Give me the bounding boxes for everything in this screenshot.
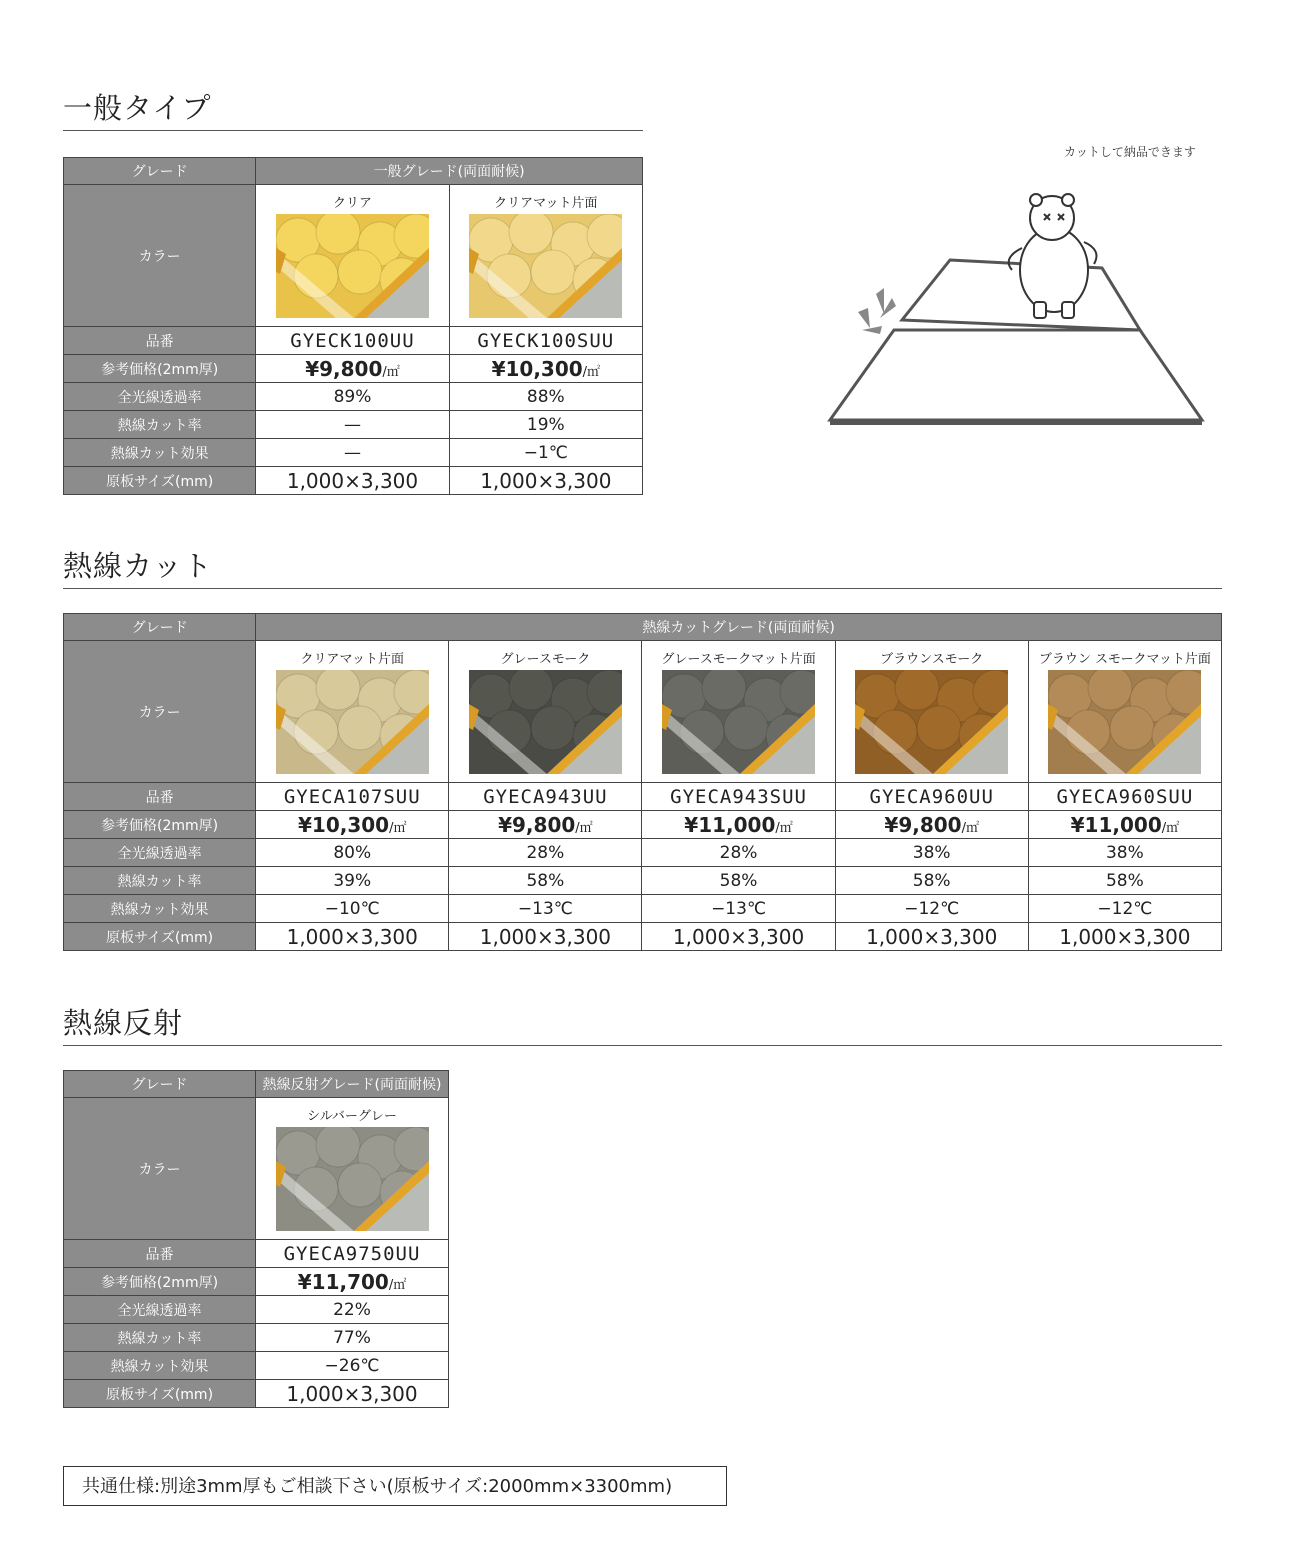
color-swatch [276,670,429,774]
heat-cell: 77% [256,1324,449,1352]
label-size: 原板サイズ(mm) [64,1380,256,1408]
burst-icon [858,288,896,334]
price-value: ¥11,700 [297,1269,389,1294]
label-size: 原板サイズ(mm) [64,467,256,495]
common-spec-note: 共通仕様:別途3mm厚もご相談下さい(原板サイズ:2000mm×3300mm) [63,1466,727,1506]
label-heat: 熱線カット率 [64,411,256,439]
color-name: グレースモークマット片面 [661,651,816,667]
color-name: クリアマット片面 [300,651,404,667]
price-value: ¥11,000 [684,812,776,837]
spec-table-reflect [63,1070,449,1408]
price-value: ¥9,800 [305,356,383,381]
size-cell: 1,000×3,300 [256,467,449,495]
label-price: 参考価格(2mm厚) [64,355,256,383]
trans-cell: 22% [256,1296,449,1324]
label-size: 原板サイズ(mm) [64,923,256,951]
label-heat: 熱線カット率 [64,867,256,895]
trans-cell: 28% [449,839,642,867]
label-heat: 熱線カット率 [64,1324,256,1352]
label-grade: グレード [64,158,256,185]
heat-cell: 58% [642,867,835,895]
price-unit: /㎡ [961,820,979,836]
effect-cell: −1℃ [449,439,642,467]
grade-header: 熱線カットグレード(両面耐候) [256,614,1222,641]
color-swatch [276,1127,429,1231]
size-cell: 1,000×3,300 [1028,923,1221,951]
effect-cell: −12℃ [835,895,1028,923]
label-color: カラー [64,185,256,327]
illustration-caption: カットして納品できます [1064,145,1196,159]
label-price: 参考価格(2mm厚) [64,811,256,839]
label-trans: 全光線透過率 [64,1296,256,1324]
effect-cell: −26℃ [256,1352,449,1380]
label-effect: 熱線カット効果 [64,439,256,467]
price-cell [449,355,642,383]
price-value: ¥9,800 [884,812,962,837]
section-title-general: 一般タイプ [63,90,643,131]
price-unit: /㎡ [775,820,793,836]
color-name: クリアマット片面 [494,195,598,211]
code-cell: GYECA960SUU [1028,783,1221,811]
trans-cell: 28% [642,839,835,867]
color-swatch [469,214,622,318]
section-title-heatcut: 熱線カット [63,548,1222,589]
label-grade: グレード [64,614,256,641]
price-cell [256,1268,449,1296]
label-color: カラー [64,641,256,783]
color-cell [835,641,1028,783]
color-name: クリア [332,195,372,211]
label-trans: 全光線透過率 [64,383,256,411]
price-cell [449,811,642,839]
trans-cell: 38% [835,839,1028,867]
price-unit: /㎡ [389,820,407,836]
heat-cell: 19% [449,411,642,439]
color-cell [256,185,449,327]
price-unit: /㎡ [575,820,593,836]
effect-cell: — [256,439,449,467]
size-cell: 1,000×3,300 [642,923,835,951]
cut-panel-illustration [822,130,1222,440]
effect-cell: −13℃ [449,895,642,923]
effect-cell: −10℃ [256,895,449,923]
price-cell [835,811,1028,839]
color-cell [449,641,642,783]
label-color: カラー [64,1098,256,1240]
color-swatch [1048,670,1201,774]
label-grade: グレード [64,1071,256,1098]
color-cell [256,1098,449,1240]
price-unit: /㎡ [382,364,400,380]
label-trans: 全光線透過率 [64,839,256,867]
trans-cell: 80% [256,839,449,867]
code-cell: GYECA943SUU [642,783,835,811]
color-name: ブラウンスモーク [880,651,984,667]
size-cell: 1,000×3,300 [449,923,642,951]
price-unit: /㎡ [1161,820,1180,836]
effect-cell: −13℃ [642,895,835,923]
heat-cell: — [256,411,449,439]
price-unit: /㎡ [388,1277,407,1293]
grade-header: 熱線反射グレード(両面耐候) [256,1071,449,1098]
label-price: 参考価格(2mm厚) [64,1268,256,1296]
price-cell [256,355,449,383]
code-cell: GYECK100SUU [449,327,642,355]
effect-cell: −12℃ [1028,895,1221,923]
price-value: ¥11,000 [1070,812,1162,837]
price-value: ¥10,300 [297,812,390,837]
price-cell [256,811,449,839]
code-cell: GYECK100UU [256,327,449,355]
heat-cell: 58% [835,867,1028,895]
label-effect: 熱線カット効果 [64,1352,256,1380]
grade-header: 一般グレード(両面耐候) [256,158,643,185]
label-code: 品番 [64,783,256,811]
color-name: ブラウン スモークマット片面 [1038,651,1211,667]
label-code: 品番 [64,1240,256,1268]
color-swatch [662,670,815,774]
spec-table-heatcut [63,613,1222,951]
code-cell: GYECA943UU [449,783,642,811]
heat-cell: 58% [1028,867,1221,895]
trans-cell: 38% [1028,839,1221,867]
label-effect: 熱線カット効果 [64,895,256,923]
price-value: ¥10,300 [491,356,583,381]
code-cell: GYECA9750UU [256,1240,449,1268]
section-title-reflect: 熱線反射 [63,1005,1222,1046]
color-cell [449,185,642,327]
label-code: 品番 [64,327,256,355]
price-unit: /㎡ [582,364,601,380]
size-cell: 1,000×3,300 [256,1380,449,1408]
trans-cell: 88% [449,383,642,411]
color-swatch [855,670,1008,774]
price-value: ¥9,800 [498,812,576,837]
size-cell: 1,000×3,300 [449,467,642,495]
color-cell [642,641,835,783]
size-cell: 1,000×3,300 [835,923,1028,951]
color-name: グレースモーク [500,651,591,667]
heat-cell: 58% [449,867,642,895]
color-swatch [469,670,622,774]
size-cell: 1,000×3,300 [256,923,449,951]
price-cell [1028,811,1221,839]
code-cell: GYECA107SUU [256,783,449,811]
color-name: シルバーグレー [307,1108,397,1124]
color-cell [256,641,449,783]
price-cell [642,811,835,839]
color-swatch [276,214,429,318]
spec-table-general [63,157,643,495]
heat-cell: 39% [256,867,449,895]
trans-cell: 89% [256,383,449,411]
color-cell [1028,641,1221,783]
code-cell: GYECA960UU [835,783,1028,811]
